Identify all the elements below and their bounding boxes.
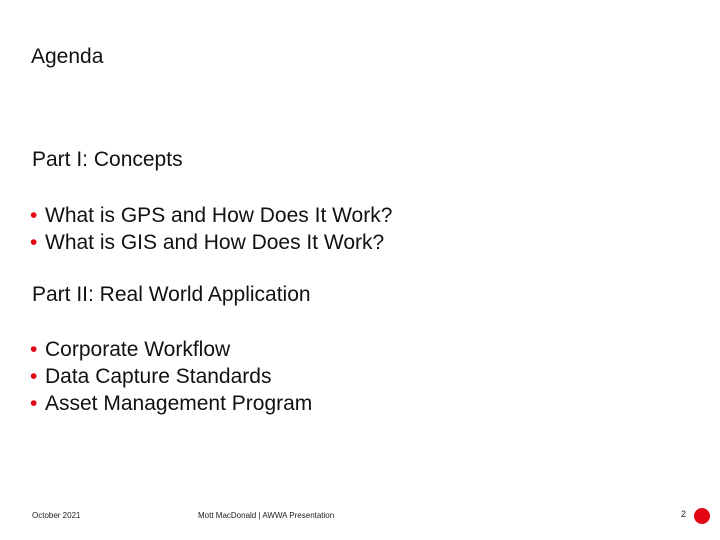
footer-presentation-label: Mott MacDonald | AWWA Presentation	[198, 511, 335, 520]
list-item-text: Data Capture Standards	[45, 365, 272, 388]
list-item-text: What is GPS and How Does It Work?	[45, 204, 393, 227]
bullet-list-part-1	[30, 202, 392, 256]
section-heading-part-2: Part II: Real World Application	[32, 283, 311, 306]
page-number: 2	[681, 509, 687, 519]
list-item-text: Asset Management Program	[45, 392, 313, 415]
bullet-icon: •	[30, 338, 38, 361]
footer-date: October 2021	[32, 511, 81, 520]
list-item	[30, 363, 312, 390]
list-item	[30, 336, 312, 363]
slide-title: Agenda	[31, 45, 104, 68]
list-item-text: What is GIS and How Does It Work?	[45, 231, 385, 254]
bullet-icon: •	[30, 204, 38, 227]
list-item	[30, 202, 392, 229]
bullet-icon: •	[30, 392, 38, 415]
brand-dot-icon	[694, 508, 710, 524]
bullet-icon: •	[30, 365, 38, 388]
list-item	[30, 229, 392, 256]
list-item-text: Corporate Workflow	[45, 338, 231, 361]
section-heading-part-1: Part I: Concepts	[32, 148, 183, 171]
bullet-icon: •	[30, 231, 38, 254]
bullet-list-part-2	[30, 336, 312, 417]
list-item	[30, 390, 312, 417]
